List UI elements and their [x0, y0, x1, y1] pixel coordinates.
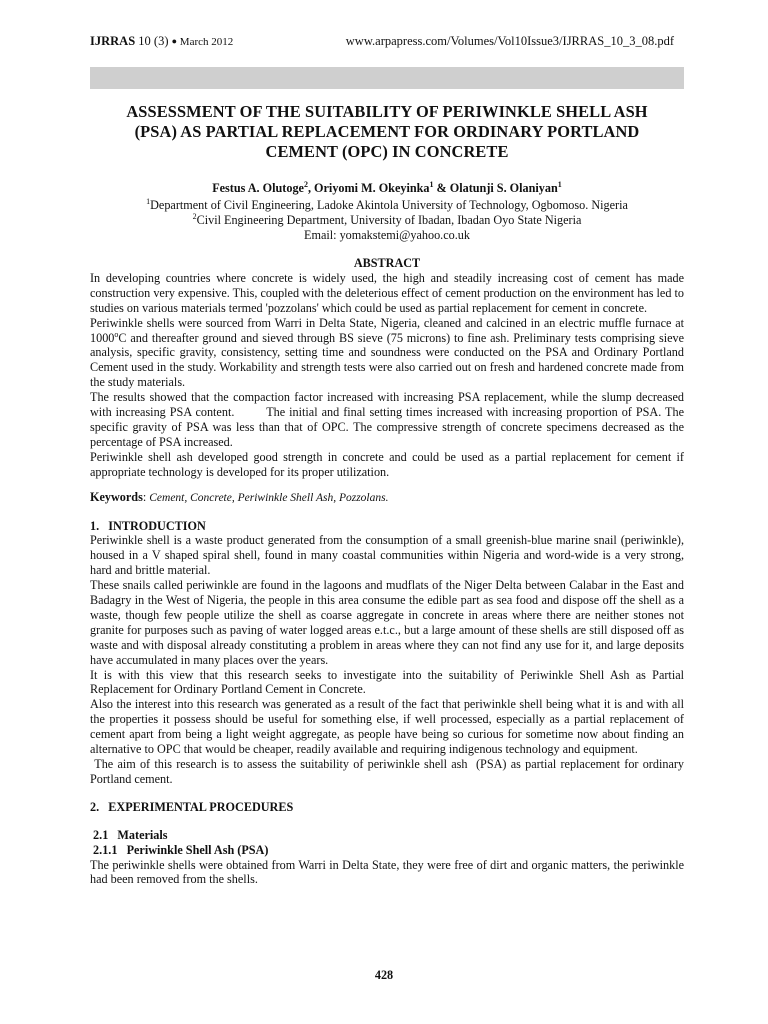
- header-bar: [90, 67, 684, 89]
- body-paragraph: It is with this view that this research seeks to investigate into the suitability of Periwinkle Shell Ash as Partial Replacement for Ordinary Portland Cement in Concrete.: [90, 667, 684, 697]
- subsection-heading-psa: 2.1.1 Periwinkle Shell Ash (PSA): [90, 842, 269, 857]
- page-number: 428: [374, 968, 394, 982]
- journal-name: IJRRAS: [90, 34, 136, 48]
- affiliation-text: Department of Civil Engineering, Ladoke Akintola University of Technology, Ogbomoso. Nigeria: [150, 198, 628, 212]
- section-spacer: [90, 815, 684, 828]
- affiliation-marker: 1: [146, 196, 151, 206]
- author-name: Festus A. Olutoge: [212, 181, 304, 195]
- journal-volume: 10 (3): [135, 34, 172, 48]
- running-header-journal: [90, 34, 233, 49]
- abstract-text: Periwinkle shells were sourced from Warri in Delta State, Nigeria, cleaned and calcined in an electric muffle furnace at 1000: [90, 315, 684, 345]
- abstract-text: C and thereafter ground and sieved through BS sieve (75 microns) to fine ash. Preliminary tests comprising sieve analysis, specific gravity, consistency, setting time and soundness were conducted on the PSA and Ordinary Portland Cement used in the study. Workability and strength tests were also carried out on fresh and hardened concrete made from the study materials.: [90, 330, 684, 390]
- body-paragraph: The periwinkle shells were obtained from Warri in Delta State, they were free of dirt and organic matters, the periwinkle had been removed from the shells.: [90, 857, 684, 887]
- abstract-heading: ABSTRACT: [353, 256, 421, 270]
- affiliation-marker: 2: [303, 179, 308, 189]
- affiliation-1: [90, 198, 684, 213]
- keywords-separator: :: [142, 489, 150, 504]
- abstract-paragraph: Periwinkle shell ash developed good strength in concrete and could be used as a partial replacement for cement if appropriate technology is developed for its proper utilization.: [90, 449, 684, 479]
- paper-body: [90, 256, 688, 887]
- bullet-separator: ●: [171, 36, 178, 46]
- keywords-text: Cement, Concrete, Periwinkle Shell Ash, Pozzolans.: [149, 491, 389, 504]
- paper-title: [90, 102, 684, 162]
- abstract-paragraph: In developing countries where concrete is widely used, the high and steadily increasing cost of cement has made construction very expensive. This, coupled with the deleterious effect of cement production on the environment has led to studies on various materials termed 'pozzolans' which could be used as partial replacement for cement in concrete.: [90, 270, 684, 315]
- body-paragraph: These snails called periwinkle are found in the lagoons and mudflats of the Niger Delta between Calabar in the East and Badagry in the West of Nigeria, the people in this area consume the edible part as sea food and dispose off the shell as a waste, though few people utilize the shell as coarse aggregate in concrete in areas where there are neither stones not granite for purposes such as paving of water logged areas e.t.c., but a large amount of these shells are still disposed off as waste and with disposal already constituting a problem in areas where they can not find any use for it, and large deposits have accumulated in many places over the years.: [90, 578, 684, 667]
- author-name: & Olatunji S. Olaniyan: [433, 181, 558, 195]
- body-paragraph: Periwinkle shell is a waste product generated from the consumption of a small greenish-blue marine snail (periwinkle), housed in a V shaped spiral shell, found in many coastal communities within Nigeria and word-wide is a very strong, hard and brittle material.: [90, 533, 684, 578]
- body-paragraph: Also the interest into this research was generated as a result of the fact that periwinkle shell being what it is and with all the properties it possess should be useful for something else, if well processed, especially as a partial replacement of cement apart from being a light weight aggregate, as people have being so curious for sometime now about finding an alternative to OPC that would be cheaper, readily available and requiring indigenous technology and equipment.: [90, 697, 684, 757]
- title-line: CEMENT (OPC) IN CONCRETE: [265, 142, 509, 161]
- author-email: Email: yomakstemi@yahoo.co.uk: [304, 228, 470, 242]
- subsection-heading-materials: 2.1 Materials: [90, 827, 168, 842]
- keywords-label: Keywords: [90, 489, 143, 504]
- affiliation-text: Civil Engineering Department, University of Ibadan, Ibadan Oyo State Nigeria: [196, 213, 582, 227]
- affiliation-marker: 1: [557, 179, 562, 189]
- affiliation-marker: 2: [192, 211, 197, 221]
- affiliation-marker: 1: [429, 179, 434, 189]
- keywords: [90, 490, 684, 506]
- journal-date: March 2012: [177, 36, 234, 48]
- degree-superscript: o: [114, 329, 119, 339]
- section-heading-introduction: 1. INTRODUCTION: [90, 518, 206, 533]
- author-name: , Oriyomi M. Okeyinka: [307, 181, 430, 195]
- section-heading-experimental: 2. EXPERIMENTAL PROCEDURES: [90, 799, 294, 814]
- running-header-url: www.arpapress.com/Volumes/Vol10Issue3/IJRRAS_10_3_08.pdf: [345, 34, 674, 48]
- affiliation-2: [90, 213, 684, 228]
- title-line: (PSA) AS PARTIAL REPLACEMENT FOR ORDINARY PORTLAND: [134, 122, 640, 141]
- title-line: ASSESSMENT OF THE SUITABILITY OF PERIWINKLE SHELL ASH: [126, 102, 648, 121]
- abstract-paragraph: The results showed that the compaction factor increased with increasing PSA replacement, while the slump decreased with increasing PSA content. The initial and final setting times increased with increasing proportion of PSA. The specific gravity of PSA was less than that of OPC. The compressive strength of concrete specimens decreased as the percentage of PSA increased.: [90, 390, 688, 449]
- author-list: [90, 181, 684, 196]
- body-paragraph: The aim of this research is to assess the suitability of periwinkle shell ash (PSA) as partial replacement for ordinary Portland cement.: [90, 757, 688, 786]
- abstract-paragraph: [90, 316, 684, 391]
